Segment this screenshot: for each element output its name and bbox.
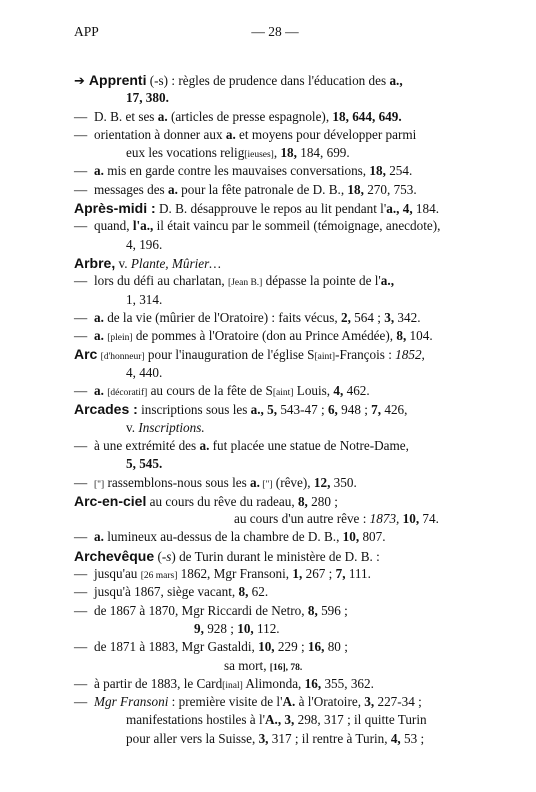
entry-text: 317 ; il rentre à Turin, bbox=[268, 730, 391, 746]
entry-text: D. B. et ses bbox=[94, 108, 158, 124]
entry-continuation bbox=[74, 455, 492, 473]
entry-text: inscriptions sous les bbox=[137, 402, 251, 418]
headword: Arbre, bbox=[74, 254, 116, 271]
dash: — bbox=[74, 126, 88, 142]
entry-text: 4, 440. bbox=[126, 364, 163, 380]
entry-text: ( bbox=[154, 548, 162, 564]
entry-text: 350. bbox=[330, 474, 357, 490]
sub-entry bbox=[74, 162, 492, 180]
entry-date: 1852, bbox=[395, 347, 425, 363]
entry-ref: A. bbox=[282, 694, 296, 710]
entry-text: 62. bbox=[248, 584, 269, 600]
entry-text: pour l'inauguration de l'église S bbox=[144, 347, 315, 363]
entry-ref: 10, bbox=[237, 620, 254, 636]
headword: Arcades : bbox=[74, 401, 138, 418]
entry-text: messages des bbox=[94, 181, 168, 197]
sub-entry bbox=[74, 565, 492, 583]
entry-ref: 4, bbox=[390, 730, 401, 746]
entry-apres-midi bbox=[74, 199, 492, 217]
entry-continuation bbox=[74, 89, 492, 107]
entry-arc-en-ciel bbox=[74, 492, 492, 510]
entry-date: 1873, bbox=[369, 511, 400, 527]
dash: — bbox=[74, 639, 88, 655]
entry-text: lumineux au-dessus de la chambre de D. B., bbox=[103, 529, 343, 545]
dash: — bbox=[74, 328, 88, 344]
entry-continuation bbox=[74, 419, 492, 437]
sub-entry bbox=[74, 675, 492, 693]
entry-ref: 8, bbox=[297, 493, 308, 509]
entry-ref: a. bbox=[94, 163, 104, 179]
entry-text: au cours d'un autre rêve : bbox=[234, 511, 370, 527]
dash: — bbox=[74, 675, 88, 691]
entry-text: au cours de la fête de S bbox=[147, 383, 273, 399]
entry-ref: a. bbox=[94, 309, 104, 325]
entry-ref: 3, bbox=[384, 309, 395, 325]
entry-text: au cours du rêve du radeau, bbox=[146, 493, 298, 509]
entry-text: de la vie (mûrier de l'Oratoire) : faits vécus, bbox=[103, 309, 341, 325]
entry-text: et moyens pour développer parmi bbox=[235, 126, 417, 142]
entry-ref: 8, bbox=[396, 328, 407, 344]
entry-continuation bbox=[74, 711, 492, 729]
entry-text: orientation à donner aux bbox=[94, 126, 226, 142]
entry-ref: 18, 644, 649. bbox=[332, 108, 402, 124]
entry-ref: a. bbox=[225, 126, 236, 142]
entry-text: jusqu'à 1867, siège vacant, bbox=[94, 584, 239, 600]
entry-ref: a. bbox=[250, 474, 260, 490]
cross-reference: Plante, Mûrier… bbox=[130, 255, 221, 271]
entry-text: 227-34 ; bbox=[374, 694, 422, 710]
entry-continuation bbox=[74, 291, 492, 309]
entry-text: 298, 317 ; il quitte Turin bbox=[294, 712, 427, 728]
entry-text: il était vaincu par le sommeil (témoignage, anecdote), bbox=[153, 218, 441, 234]
cross-reference: Inscriptions. bbox=[138, 419, 205, 435]
entry-arcades bbox=[74, 400, 492, 418]
entry-ref: 12, bbox=[313, 474, 331, 490]
entry-text: de 1871 à 1883, Mgr Gastaldi, bbox=[94, 639, 259, 655]
entry-text: 80 ; bbox=[324, 639, 348, 655]
entry-text: 1, 314. bbox=[126, 291, 163, 307]
editorial-insert: [aint] bbox=[314, 352, 336, 363]
dash: — bbox=[74, 273, 88, 289]
entry-text: ) de Turin durant le ministère de D. B. : bbox=[171, 548, 380, 564]
entry-ref: 10, bbox=[342, 529, 360, 545]
entry-ref: 6, bbox=[327, 402, 338, 418]
sub-entry bbox=[74, 217, 492, 235]
entry-ref: 17, 380. bbox=[126, 90, 169, 106]
entry-text: 74. bbox=[419, 511, 439, 527]
entry-text: 111. bbox=[345, 566, 371, 582]
entry-ref: 10, bbox=[402, 511, 420, 527]
entry-text: 4, 196. bbox=[126, 236, 163, 252]
entry-text: mis en garde contre les mauvaises conversations, bbox=[103, 163, 370, 179]
dash: — bbox=[74, 602, 88, 618]
entry-text: 229 ; bbox=[274, 639, 308, 655]
entry-text: pour la fête patronale de D. B., bbox=[177, 181, 348, 197]
entry-continuation bbox=[74, 364, 492, 382]
editorial-insert: [Jean B.] bbox=[228, 278, 263, 289]
entry-text: dépasse la pointe de l' bbox=[262, 273, 381, 289]
entry-ref: A., 3, bbox=[265, 712, 295, 728]
entry-ref: 7, bbox=[371, 402, 382, 418]
headword: Apprenti bbox=[88, 72, 147, 88]
headword: Archevêque bbox=[74, 547, 155, 564]
sub-entry bbox=[74, 528, 492, 546]
entry-text: (articles de presse espagnole), bbox=[167, 108, 333, 124]
sub-entry bbox=[74, 474, 492, 492]
sub-entry bbox=[74, 382, 492, 400]
dash: — bbox=[74, 181, 88, 197]
dash: — bbox=[74, 309, 88, 325]
entry-text: v. bbox=[126, 419, 139, 435]
entry-text: v. bbox=[115, 255, 131, 271]
dash: — bbox=[74, 383, 88, 399]
entry-arbre bbox=[74, 254, 492, 272]
editorial-insert: [inal] bbox=[222, 680, 243, 691]
sub-entry bbox=[74, 309, 492, 327]
entry-ref: a., bbox=[389, 73, 403, 88]
entry-continuation bbox=[74, 144, 492, 162]
dash: — bbox=[74, 163, 88, 179]
dash: — bbox=[74, 694, 88, 710]
sub-entry bbox=[74, 108, 492, 126]
entry-ref: 5, 545. bbox=[126, 456, 163, 472]
entry-text: (rêve), bbox=[272, 474, 314, 490]
entry-ref: 16, bbox=[307, 639, 325, 655]
entry-ref: a. bbox=[157, 108, 168, 124]
entry-ref: 7, bbox=[335, 566, 346, 582]
editorial-insert: [26 mars] bbox=[140, 571, 178, 582]
sub-entry bbox=[74, 327, 492, 345]
entry-text: 355, 362. bbox=[321, 675, 374, 691]
entry-text: fut placée une statue de Notre-Dame, bbox=[209, 437, 409, 453]
entry-ref: a., bbox=[380, 273, 394, 289]
dash: — bbox=[74, 108, 88, 124]
entry-text: 267 ; bbox=[302, 566, 336, 582]
entry-text: à partir de 1883, le Card bbox=[94, 675, 223, 691]
page-number: — 28 — bbox=[251, 24, 299, 39]
entry-ref: a. bbox=[94, 529, 104, 545]
entry-continuation bbox=[74, 236, 492, 254]
sub-entry bbox=[74, 602, 492, 620]
entry-ref: 18, bbox=[347, 181, 364, 197]
entry-text: de pommes à l'Oratoire (don au Prince Amédée), bbox=[132, 328, 397, 344]
entry-ref: 3, bbox=[258, 730, 269, 746]
entry-ref: a. bbox=[167, 181, 178, 197]
entry-text: D. B. désapprouve le repos au lit pendant l' bbox=[155, 201, 387, 217]
entry-ref: 8, bbox=[238, 584, 249, 600]
entry-ref: 10, bbox=[258, 639, 275, 655]
editorial-insert: ["] bbox=[259, 479, 273, 490]
entry-text: -s bbox=[161, 548, 172, 564]
entry-ref: a. bbox=[199, 437, 210, 453]
entry-text: 948 ; bbox=[337, 402, 372, 418]
entry-text: 342. bbox=[394, 309, 421, 325]
headword: Après-midi : bbox=[74, 200, 156, 217]
entry-text: 462. bbox=[343, 383, 370, 399]
entry-text: lors du défi au charlatan, bbox=[94, 273, 229, 289]
entry-ref: 16, bbox=[304, 675, 322, 691]
sub-entry bbox=[74, 583, 492, 601]
entry-text: de 1867 à 1870, Mgr Riccardi de Netro, bbox=[94, 602, 308, 618]
editorial-insert: [d'honneur] bbox=[100, 352, 145, 363]
entry-text: -François : bbox=[335, 347, 396, 363]
entry-text: rassemblons-nous sous les bbox=[104, 474, 251, 490]
entry-text: eux les vocations relig bbox=[126, 145, 245, 161]
entry-ref: a., 4, bbox=[386, 201, 413, 217]
entry-ref: 1, bbox=[292, 566, 303, 582]
entry-arc bbox=[74, 345, 492, 363]
entry-text: 254. bbox=[385, 163, 413, 179]
entry-text: 53 ; bbox=[400, 730, 425, 746]
entry-text: Alimonda, bbox=[242, 675, 305, 691]
dash: — bbox=[74, 437, 88, 453]
entry-text: sa mort, bbox=[224, 657, 270, 673]
index-entries bbox=[74, 71, 492, 748]
editorial-insert: [aint] bbox=[272, 388, 294, 399]
running-head: APP bbox=[74, 24, 99, 39]
entry-continuation bbox=[74, 620, 492, 638]
entry-text: (-s) : règles de prudence dans l'éducation des bbox=[146, 73, 390, 88]
sub-entry bbox=[74, 437, 492, 455]
entry-ref: 8, bbox=[307, 602, 318, 618]
entry-ref: 18, bbox=[280, 145, 297, 161]
sub-entry bbox=[74, 638, 492, 656]
entry-text: 928 ; bbox=[203, 620, 238, 636]
entry-ref: a., 5, bbox=[250, 402, 278, 418]
entry-text: 543-47 ; bbox=[277, 402, 328, 418]
entry-ref: 4, bbox=[333, 383, 344, 399]
entry-text: 104. bbox=[406, 328, 433, 344]
entry-text: 280 ; bbox=[307, 493, 338, 509]
entry-text: à une extrémité des bbox=[94, 437, 200, 453]
entry-text: jusqu'au bbox=[94, 566, 141, 582]
dash: — bbox=[74, 218, 88, 234]
page-header bbox=[74, 24, 476, 44]
entry-text: 596 ; bbox=[317, 602, 348, 618]
entry-continuation bbox=[74, 730, 492, 748]
sub-entry bbox=[74, 181, 492, 199]
entry-text: 112. bbox=[253, 620, 280, 636]
entry-text: pour aller vers la Suisse, bbox=[126, 730, 259, 746]
arrow-icon: ➔ bbox=[74, 74, 85, 89]
editorial-insert: [plein] bbox=[107, 333, 133, 344]
entry-continuation bbox=[74, 657, 492, 675]
entry-ref: l'a., bbox=[132, 218, 154, 234]
entry-text: 184. bbox=[412, 201, 439, 217]
editorial-insert: [décoratif] bbox=[107, 388, 148, 399]
headword: Arc bbox=[74, 346, 98, 363]
dash: — bbox=[74, 474, 88, 490]
entry-ref: 18, bbox=[369, 163, 386, 179]
editorial-insert: [ieuses] bbox=[244, 150, 274, 161]
entry-text: 807. bbox=[359, 529, 386, 545]
entry-ref: 9, bbox=[194, 620, 204, 636]
entry-text: manifestations hostiles à l' bbox=[126, 712, 265, 728]
entry-text: 1862, Mgr Fransoni, bbox=[177, 566, 293, 582]
editorial-insert: ["] bbox=[94, 479, 105, 490]
dash: — bbox=[74, 566, 88, 582]
entry-text: Louis, bbox=[293, 383, 334, 399]
entry-text: : première visite de l' bbox=[168, 694, 283, 710]
entry-text: 564 ; bbox=[350, 309, 385, 325]
entry-text: à l'Oratoire, bbox=[295, 694, 365, 710]
entry-continuation bbox=[74, 510, 492, 528]
entry-ref: 3, bbox=[364, 694, 375, 710]
entry-ref: a. bbox=[94, 383, 104, 399]
entry-text: , bbox=[273, 145, 281, 161]
entry-text: quand, bbox=[94, 218, 133, 234]
entry-apprenti bbox=[74, 71, 492, 89]
dash: — bbox=[74, 529, 88, 545]
entry-text: 184, 699. bbox=[296, 145, 350, 161]
headword: Arc-en-ciel bbox=[74, 492, 147, 509]
sub-entry bbox=[74, 272, 492, 290]
entry-archeveque bbox=[74, 547, 492, 565]
entry-text: 426, bbox=[381, 402, 408, 418]
entry-text: Mgr Fransoni bbox=[94, 694, 169, 710]
entry-ref: 2, bbox=[340, 309, 351, 325]
editorial-insert: [16], 78. bbox=[269, 662, 303, 673]
sub-entry bbox=[74, 693, 492, 711]
dash: — bbox=[74, 584, 88, 600]
entry-text: 270, 753. bbox=[363, 181, 417, 197]
entry-ref: a. bbox=[94, 328, 104, 344]
sub-entry bbox=[74, 126, 492, 144]
